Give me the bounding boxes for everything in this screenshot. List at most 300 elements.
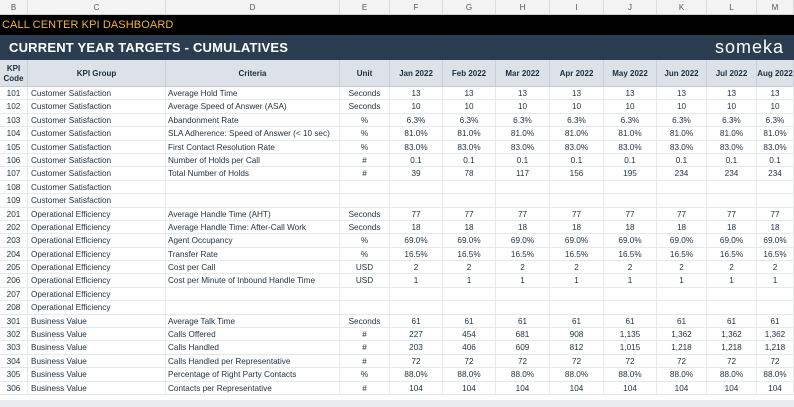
cell-month-value[interactable]: 1 [443, 274, 496, 287]
cell-criteria[interactable]: Contacts per Representative [166, 382, 340, 395]
cell-month-value[interactable]: 77 [443, 208, 496, 221]
cell-month-value[interactable]: 227 [390, 328, 443, 341]
cell-month-value[interactable] [707, 301, 757, 314]
cell-month-value[interactable]: 81.0% [496, 127, 550, 140]
cell-month-value[interactable]: 0.1 [390, 154, 443, 167]
cell-month-value[interactable]: 18 [757, 221, 794, 234]
cell-kpi-group[interactable]: Customer Satisfaction [28, 87, 166, 100]
cell-month-value[interactable]: 13 [604, 87, 657, 100]
cell-kpi-code[interactable]: 303 [0, 341, 28, 354]
column-letter-0[interactable]: B [0, 0, 28, 15]
cell-month-value[interactable]: 88.0% [443, 368, 496, 381]
cell-month-value[interactable] [657, 288, 707, 301]
cell-month-value[interactable]: 908 [550, 328, 604, 341]
cell-month-value[interactable]: 117 [496, 167, 550, 180]
cell-month-value[interactable] [707, 288, 757, 301]
cell-kpi-group[interactable]: Customer Satisfaction [28, 181, 166, 194]
cell-kpi-code[interactable]: 109 [0, 194, 28, 207]
cell-kpi-code[interactable]: 102 [0, 100, 28, 113]
cell-kpi-group[interactable]: Operational Efficiency [28, 234, 166, 247]
cell-criteria[interactable]: Average Handle Time: After-Call Work [166, 221, 340, 234]
cell-month-value[interactable] [390, 301, 443, 314]
cell-month-value[interactable] [390, 181, 443, 194]
cell-month-value[interactable]: 2 [550, 261, 604, 274]
cell-month-value[interactable] [604, 288, 657, 301]
cell-criteria[interactable]: Average Talk Time [166, 315, 340, 328]
cell-kpi-group[interactable]: Operational Efficiency [28, 301, 166, 314]
cell-month-value[interactable]: 69.0% [604, 234, 657, 247]
cell-month-value[interactable]: 77 [707, 208, 757, 221]
cell-month-value[interactable]: 0.1 [757, 154, 794, 167]
cell-month-value[interactable]: 13 [657, 87, 707, 100]
cell-month-value[interactable]: 104 [657, 382, 707, 395]
cell-month-value[interactable]: 1,135 [604, 328, 657, 341]
cell-month-value[interactable] [550, 301, 604, 314]
cell-month-value[interactable]: 81.0% [757, 127, 794, 140]
cell-month-value[interactable]: 13 [390, 87, 443, 100]
cell-month-value[interactable] [657, 301, 707, 314]
cell-month-value[interactable]: 13 [707, 87, 757, 100]
cell-unit[interactable]: # [340, 355, 390, 368]
cell-unit[interactable]: % [340, 248, 390, 261]
column-letter-3[interactable]: E [340, 0, 390, 15]
cell-month-value[interactable]: 104 [604, 382, 657, 395]
cell-month-value[interactable]: 10 [550, 100, 604, 113]
cell-criteria[interactable]: Total Number of Holds [166, 167, 340, 180]
cell-month-value[interactable]: 6.3% [550, 114, 604, 127]
cell-month-value[interactable]: 6.3% [757, 114, 794, 127]
cell-month-value[interactable]: 88.0% [550, 368, 604, 381]
cell-unit[interactable] [340, 181, 390, 194]
cell-criteria[interactable]: First Contact Resolution Rate [166, 141, 340, 154]
cell-month-value[interactable]: 16.5% [390, 248, 443, 261]
cell-month-value[interactable] [604, 301, 657, 314]
cell-month-value[interactable]: 10 [390, 100, 443, 113]
cell-month-value[interactable]: 88.0% [757, 368, 794, 381]
cell-kpi-group[interactable]: Customer Satisfaction [28, 154, 166, 167]
cell-criteria[interactable]: Average Speed of Answer (ASA) [166, 100, 340, 113]
cell-unit[interactable]: Seconds [340, 208, 390, 221]
cell-month-value[interactable]: 61 [390, 315, 443, 328]
cell-criteria[interactable]: Number of Holds per Call [166, 154, 340, 167]
column-letter-11[interactable]: M [757, 0, 794, 15]
cell-month-value[interactable]: 1,362 [707, 328, 757, 341]
cell-criteria[interactable] [166, 288, 340, 301]
cell-unit[interactable]: Seconds [340, 87, 390, 100]
cell-month-value[interactable]: 77 [496, 208, 550, 221]
cell-month-value[interactable]: 88.0% [390, 368, 443, 381]
cell-month-value[interactable]: 2 [443, 261, 496, 274]
cell-unit[interactable] [340, 301, 390, 314]
cell-month-value[interactable]: 6.3% [390, 114, 443, 127]
cell-month-value[interactable]: 104 [496, 382, 550, 395]
cell-month-value[interactable]: 10 [443, 100, 496, 113]
cell-month-value[interactable]: 72 [757, 355, 794, 368]
cell-kpi-code[interactable]: 302 [0, 328, 28, 341]
table-row [0, 274, 794, 287]
cell-month-value[interactable]: 156 [550, 167, 604, 180]
cell-month-value[interactable]: 1,362 [657, 328, 707, 341]
cell-unit[interactable]: # [340, 382, 390, 395]
cell-kpi-group[interactable]: Operational Efficiency [28, 261, 166, 274]
cell-kpi-code[interactable]: 106 [0, 154, 28, 167]
cell-kpi-code[interactable]: 205 [0, 261, 28, 274]
cell-criteria[interactable]: Percentage of Right Party Contacts [166, 368, 340, 381]
cell-month-value[interactable]: 83.0% [550, 141, 604, 154]
table-row [0, 341, 794, 354]
cell-month-value[interactable]: 2 [390, 261, 443, 274]
cell-month-value[interactable] [550, 194, 604, 207]
cell-month-value[interactable]: 69.0% [390, 234, 443, 247]
cell-month-value[interactable]: 6.3% [443, 114, 496, 127]
cell-month-value[interactable]: 81.0% [707, 127, 757, 140]
cell-month-value[interactable]: 18 [390, 221, 443, 234]
cell-kpi-code[interactable]: 206 [0, 274, 28, 287]
cell-kpi-group[interactable]: Operational Efficiency [28, 208, 166, 221]
cell-month-value[interactable]: 72 [707, 355, 757, 368]
cell-month-value[interactable]: 0.1 [604, 154, 657, 167]
cell-month-value[interactable]: 39 [390, 167, 443, 180]
cell-month-value[interactable]: 77 [604, 208, 657, 221]
cell-month-value[interactable]: 61 [707, 315, 757, 328]
cell-kpi-code[interactable]: 107 [0, 167, 28, 180]
cell-month-value[interactable]: 681 [496, 328, 550, 341]
cell-month-value[interactable]: 10 [496, 100, 550, 113]
cell-month-value[interactable]: 1 [550, 274, 604, 287]
cell-month-value[interactable]: 81.0% [390, 127, 443, 140]
cell-criteria[interactable] [166, 301, 340, 314]
cell-criteria[interactable]: Agent Occupancy [166, 234, 340, 247]
cell-unit[interactable]: USD [340, 261, 390, 274]
cell-kpi-group[interactable]: Business Value [28, 315, 166, 328]
cell-month-value[interactable] [550, 181, 604, 194]
cell-month-value[interactable]: 61 [657, 315, 707, 328]
cell-month-value[interactable] [496, 301, 550, 314]
cell-month-value[interactable]: 454 [443, 328, 496, 341]
cell-criteria[interactable]: Calls Handled per Representative [166, 355, 340, 368]
cell-month-value[interactable] [657, 194, 707, 207]
cell-unit[interactable] [340, 194, 390, 207]
cell-month-value[interactable]: 88.0% [496, 368, 550, 381]
cell-month-value[interactable]: 81.0% [550, 127, 604, 140]
cell-month-value[interactable]: 83.0% [604, 141, 657, 154]
cell-month-value[interactable]: 72 [496, 355, 550, 368]
cell-month-value[interactable]: 18 [443, 221, 496, 234]
cell-unit[interactable]: # [340, 328, 390, 341]
cell-month-value[interactable]: 83.0% [390, 141, 443, 154]
cell-kpi-code[interactable]: 204 [0, 248, 28, 261]
cell-kpi-group[interactable]: Operational Efficiency [28, 248, 166, 261]
cell-month-value[interactable]: 16.5% [496, 248, 550, 261]
cell-month-value[interactable]: 61 [443, 315, 496, 328]
cell-criteria[interactable]: Cost per Call [166, 261, 340, 274]
cell-kpi-code[interactable]: 301 [0, 315, 28, 328]
cell-kpi-code[interactable]: 208 [0, 301, 28, 314]
cell-month-value[interactable]: 13 [443, 87, 496, 100]
cell-month-value[interactable] [390, 194, 443, 207]
column-letter-10[interactable]: L [707, 0, 757, 15]
cell-month-value[interactable]: 2 [604, 261, 657, 274]
cell-kpi-group[interactable]: Business Value [28, 341, 166, 354]
cell-month-value[interactable]: 195 [604, 167, 657, 180]
cell-month-value[interactable]: 72 [443, 355, 496, 368]
cell-month-value[interactable]: 609 [496, 341, 550, 354]
cell-month-value[interactable]: 104 [443, 382, 496, 395]
cell-criteria[interactable]: Abandonment Rate [166, 114, 340, 127]
cell-month-value[interactable] [657, 181, 707, 194]
cell-month-value[interactable]: 88.0% [707, 368, 757, 381]
cell-unit[interactable]: % [340, 127, 390, 140]
cell-unit[interactable]: # [340, 167, 390, 180]
cell-month-value[interactable]: 72 [604, 355, 657, 368]
cell-month-value[interactable]: 16.5% [604, 248, 657, 261]
cell-kpi-group[interactable]: Customer Satisfaction [28, 194, 166, 207]
cell-month-value[interactable]: 83.0% [657, 141, 707, 154]
cell-unit[interactable]: % [340, 114, 390, 127]
cell-month-value[interactable] [757, 194, 794, 207]
sheet-bottom-edge [0, 400, 794, 407]
table-row [0, 154, 794, 167]
cell-month-value[interactable]: 104 [390, 382, 443, 395]
cell-kpi-code[interactable]: 103 [0, 114, 28, 127]
cell-kpi-code[interactable]: 202 [0, 221, 28, 234]
cell-month-value[interactable]: 81.0% [657, 127, 707, 140]
cell-month-value[interactable]: 6.3% [604, 114, 657, 127]
cell-kpi-group[interactable]: Customer Satisfaction [28, 114, 166, 127]
cell-unit[interactable]: # [340, 154, 390, 167]
cell-kpi-code[interactable]: 105 [0, 141, 28, 154]
cell-month-value[interactable]: 0.1 [550, 154, 604, 167]
cell-month-value[interactable]: 2 [496, 261, 550, 274]
cell-month-value[interactable]: 13 [496, 87, 550, 100]
cell-month-value[interactable] [443, 181, 496, 194]
cell-kpi-code[interactable]: 101 [0, 87, 28, 100]
cell-month-value[interactable]: 1,218 [707, 341, 757, 354]
cell-month-value[interactable] [390, 288, 443, 301]
cell-month-value[interactable]: 69.0% [757, 234, 794, 247]
cell-month-value[interactable]: 77 [550, 208, 604, 221]
cell-month-value[interactable]: 16.5% [550, 248, 604, 261]
cell-month-value[interactable]: 18 [550, 221, 604, 234]
cell-unit[interactable]: Seconds [340, 100, 390, 113]
cell-month-value[interactable]: 69.0% [707, 234, 757, 247]
cell-month-value[interactable]: 1 [390, 274, 443, 287]
cell-month-value[interactable]: 1 [757, 274, 794, 287]
cell-month-value[interactable]: 81.0% [443, 127, 496, 140]
cell-kpi-code[interactable]: 201 [0, 208, 28, 221]
column-letter-6[interactable]: H [496, 0, 550, 15]
cell-month-value[interactable] [604, 194, 657, 207]
cell-month-value[interactable]: 1 [657, 274, 707, 287]
cell-month-value[interactable]: 203 [390, 341, 443, 354]
cell-month-value[interactable] [757, 288, 794, 301]
cell-kpi-group[interactable]: Operational Efficiency [28, 288, 166, 301]
cell-criteria[interactable] [166, 181, 340, 194]
cell-month-value[interactable]: 61 [550, 315, 604, 328]
cell-month-value[interactable]: 104 [757, 382, 794, 395]
table-row [0, 127, 794, 140]
cell-month-value[interactable] [496, 194, 550, 207]
cell-month-value[interactable]: 81.0% [604, 127, 657, 140]
cell-month-value[interactable]: 16.5% [443, 248, 496, 261]
column-letter-8[interactable]: J [604, 0, 657, 15]
cell-month-value[interactable]: 13 [757, 87, 794, 100]
cell-kpi-code[interactable]: 104 [0, 127, 28, 140]
cell-month-value[interactable]: 61 [496, 315, 550, 328]
table-row [0, 221, 794, 234]
cell-month-value[interactable]: 88.0% [604, 368, 657, 381]
cell-month-value[interactable]: 13 [550, 87, 604, 100]
cell-month-value[interactable] [443, 301, 496, 314]
cell-month-value[interactable]: 0.1 [707, 154, 757, 167]
cell-unit[interactable] [340, 288, 390, 301]
cell-unit[interactable]: Seconds [340, 221, 390, 234]
cell-month-value[interactable]: 1 [707, 274, 757, 287]
cell-month-value[interactable]: 234 [707, 167, 757, 180]
cell-month-value[interactable]: 10 [604, 100, 657, 113]
cell-month-value[interactable]: 69.0% [443, 234, 496, 247]
cell-month-value[interactable]: 18 [707, 221, 757, 234]
cell-criteria[interactable]: Calls Handled [166, 341, 340, 354]
cell-unit[interactable]: % [340, 141, 390, 154]
column-letter-7[interactable]: I [550, 0, 604, 15]
cell-month-value[interactable]: 78 [443, 167, 496, 180]
cell-month-value[interactable]: 69.0% [550, 234, 604, 247]
cell-criteria[interactable]: Average Hold Time [166, 87, 340, 100]
cell-month-value[interactable]: 77 [657, 208, 707, 221]
cell-month-value[interactable]: 77 [757, 208, 794, 221]
cell-month-value[interactable]: 6.3% [496, 114, 550, 127]
cell-month-value[interactable] [707, 181, 757, 194]
cell-kpi-group[interactable]: Business Value [28, 368, 166, 381]
cell-month-value[interactable] [757, 301, 794, 314]
cell-month-value[interactable]: 1,218 [757, 341, 794, 354]
column-letter-4[interactable]: F [390, 0, 443, 15]
cell-month-value[interactable]: 0.1 [443, 154, 496, 167]
column-letter-5[interactable]: G [443, 0, 496, 15]
column-letter-2[interactable]: D [166, 0, 340, 15]
cell-month-value[interactable]: 6.3% [707, 114, 757, 127]
cell-month-value[interactable] [604, 181, 657, 194]
cell-month-value[interactable]: 2 [757, 261, 794, 274]
cell-kpi-code[interactable]: 207 [0, 288, 28, 301]
cell-kpi-group[interactable]: Operational Efficiency [28, 274, 166, 287]
cell-kpi-group[interactable]: Customer Satisfaction [28, 100, 166, 113]
cell-criteria[interactable]: Calls Offered [166, 328, 340, 341]
cell-month-value[interactable]: 6.3% [657, 114, 707, 127]
cell-month-value[interactable]: 0.1 [496, 154, 550, 167]
cell-month-value[interactable]: 18 [604, 221, 657, 234]
cell-kpi-group[interactable]: Business Value [28, 355, 166, 368]
cell-unit[interactable]: % [340, 234, 390, 247]
cell-unit[interactable]: % [340, 368, 390, 381]
cell-kpi-code[interactable]: 203 [0, 234, 28, 247]
cell-criteria[interactable]: SLA Adherence: Speed of Answer (< 10 sec) [166, 127, 340, 140]
cell-kpi-code[interactable]: 306 [0, 382, 28, 395]
cell-month-value[interactable]: 69.0% [496, 234, 550, 247]
cell-month-value[interactable]: 16.5% [757, 248, 794, 261]
cell-month-value[interactable]: 72 [390, 355, 443, 368]
dashboard-title-bar [0, 15, 794, 35]
table-row [0, 301, 794, 314]
cell-kpi-group[interactable]: Customer Satisfaction [28, 127, 166, 140]
cell-unit[interactable]: # [340, 341, 390, 354]
cell-month-value[interactable]: 406 [443, 341, 496, 354]
column-letter-9[interactable]: K [657, 0, 707, 15]
cell-month-value[interactable]: 83.0% [443, 141, 496, 154]
cell-month-value[interactable]: 812 [550, 341, 604, 354]
cell-kpi-group[interactable]: Business Value [28, 382, 166, 395]
cell-month-value[interactable]: 83.0% [496, 141, 550, 154]
cell-month-value[interactable]: 61 [604, 315, 657, 328]
cell-criteria[interactable] [166, 194, 340, 207]
table-row [0, 355, 794, 368]
cell-month-value[interactable]: 104 [550, 382, 604, 395]
cell-criteria[interactable]: Average Handle Time (AHT) [166, 208, 340, 221]
cell-month-value[interactable] [550, 288, 604, 301]
cell-kpi-code[interactable]: 305 [0, 368, 28, 381]
cell-month-value[interactable]: 61 [757, 315, 794, 328]
cell-unit[interactable]: Seconds [340, 315, 390, 328]
cell-month-value[interactable]: 104 [707, 382, 757, 395]
cell-month-value[interactable]: 72 [657, 355, 707, 368]
cell-kpi-group[interactable]: Operational Efficiency [28, 221, 166, 234]
table-row [0, 234, 794, 247]
cell-kpi-group[interactable]: Customer Satisfaction [28, 167, 166, 180]
cell-month-value[interactable]: 0.1 [657, 154, 707, 167]
cell-criteria[interactable]: Cost per Minute of Inbound Handle Time [166, 274, 340, 287]
cell-month-value[interactable]: 2 [707, 261, 757, 274]
header-month-4: May 2022 [604, 60, 657, 87]
cell-month-value[interactable]: 1 [604, 274, 657, 287]
cell-unit[interactable]: USD [340, 274, 390, 287]
cell-month-value[interactable]: 83.0% [757, 141, 794, 154]
cell-month-value[interactable]: 10 [757, 100, 794, 113]
cell-month-value[interactable]: 10 [707, 100, 757, 113]
cell-month-value[interactable]: 1,218 [657, 341, 707, 354]
cell-month-value[interactable]: 18 [496, 221, 550, 234]
column-letter-1[interactable]: C [28, 0, 166, 15]
cell-month-value[interactable]: 83.0% [707, 141, 757, 154]
cell-month-value[interactable] [496, 288, 550, 301]
cell-month-value[interactable]: 88.0% [657, 368, 707, 381]
cell-month-value[interactable] [496, 181, 550, 194]
cell-month-value[interactable]: 16.5% [707, 248, 757, 261]
cell-month-value[interactable]: 234 [657, 167, 707, 180]
cell-month-value[interactable]: 16.5% [657, 248, 707, 261]
cell-month-value[interactable]: 2 [657, 261, 707, 274]
cell-month-value[interactable]: 18 [657, 221, 707, 234]
cell-month-value[interactable]: 1,015 [604, 341, 657, 354]
cell-criteria[interactable]: Transfer Rate [166, 248, 340, 261]
cell-month-value[interactable]: 1 [496, 274, 550, 287]
cell-kpi-group[interactable]: Customer Satisfaction [28, 141, 166, 154]
cell-month-value[interactable] [757, 181, 794, 194]
table-row [0, 100, 794, 113]
cell-month-value[interactable] [443, 194, 496, 207]
cell-month-value[interactable]: 1,362 [757, 328, 794, 341]
cell-month-value[interactable]: 69.0% [657, 234, 707, 247]
cell-month-value[interactable]: 77 [390, 208, 443, 221]
cell-month-value[interactable]: 234 [757, 167, 794, 180]
cell-kpi-code[interactable]: 108 [0, 181, 28, 194]
cell-kpi-code[interactable]: 304 [0, 355, 28, 368]
cell-month-value[interactable]: 10 [657, 100, 707, 113]
cell-month-value[interactable]: 72 [550, 355, 604, 368]
cell-kpi-group[interactable]: Business Value [28, 328, 166, 341]
cell-month-value[interactable] [707, 194, 757, 207]
cell-month-value[interactable] [443, 288, 496, 301]
